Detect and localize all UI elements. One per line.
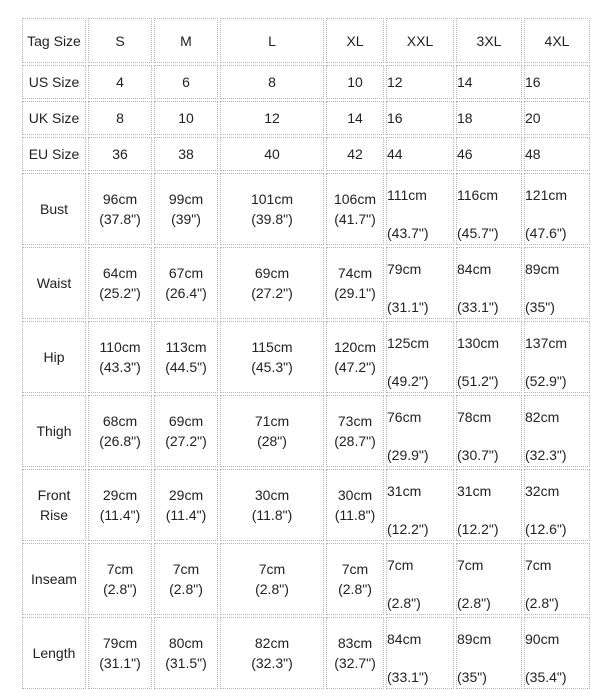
cm-value: 101cm [250,191,294,208]
inch-value: (51.2") [457,373,499,390]
measurement-cell [220,395,324,467]
inch-value: (31.5") [165,654,207,671]
measurement-row [22,173,590,245]
measurement-row [22,617,590,689]
measurement-cell [326,395,384,467]
measurement-cell [326,543,384,615]
measurement-row [22,321,590,393]
row-label: EU Size [22,137,86,171]
measurement-cell [326,321,384,393]
inch-value: (35") [457,668,487,685]
inch-value: (39") [171,211,201,228]
inch-value: (49.2") [387,373,429,390]
cm-value: 29cm [102,486,138,503]
cm-value: 74cm [337,265,373,282]
inch-value: (45.7") [457,225,499,242]
measurement-cell [88,469,152,541]
cm-value: 137cm [525,335,568,352]
cm-value: 113cm [165,339,207,356]
inch-value: (11.8") [251,506,293,523]
cm-value: 99cm [168,191,204,208]
inch-value: (26.4") [165,285,207,302]
measurement-cell [386,543,454,615]
value-cell: 18 [456,101,522,135]
cm-value: 7cm [457,556,484,573]
measurement-cell [154,395,218,467]
measurement-cell [456,173,522,245]
inch-value: (25.2") [99,285,141,302]
inch-value: (43.3") [99,359,141,376]
value-cell: 16 [524,65,590,99]
cm-value: 7cm [172,560,200,577]
cm-value: 84cm [457,261,492,278]
conversion-row [22,137,590,171]
cm-value: 79cm [102,634,138,651]
measurement-cell [456,321,522,393]
size-chart-table [20,16,592,691]
inch-value: (2.8") [169,580,203,597]
cm-value: 69cm [168,413,204,429]
cm-value: 31cm [387,482,422,499]
value-cell: 8 [220,65,324,99]
inch-value: (43.7") [387,225,429,242]
inch-value: (33.1") [387,668,429,685]
measurement-cell [456,395,522,467]
cm-value: 76cm [387,409,422,425]
inch-value: (2.8") [103,580,137,597]
row-label [22,617,86,689]
header-size-cell: S [88,18,152,63]
measurement-cell [220,247,324,319]
measurement-cell [386,395,454,467]
measurement-cell [220,617,324,689]
measurement-cell [524,173,590,245]
cm-value: 7cm [525,556,552,573]
value-cell: 14 [326,101,384,135]
value-cell: 8 [88,101,152,135]
inch-value: (32.3") [525,447,567,463]
measurement-cell [88,173,152,245]
cm-value: 31cm [457,482,492,499]
inch-value: (37.8") [99,211,141,228]
inch-value: (2.8") [525,594,559,611]
cm-value: 78cm [457,409,492,425]
cm-value: 82cm [525,409,560,425]
row-label-line: Front [37,486,71,503]
cm-value: 79cm [387,261,422,278]
value-cell: 14 [456,65,522,99]
value-cell: 42 [326,137,384,171]
cm-value: 121cm [525,187,568,204]
header-size-cell: XL [326,18,384,63]
inch-value: (29.1") [334,285,376,302]
inch-value: (41.7") [334,211,376,228]
cm-value: 90cm [525,630,560,647]
measurement-cell [88,543,152,615]
inch-value: (32.7") [334,654,376,671]
inch-value: (2.8") [387,594,421,611]
value-cell: 16 [386,101,454,135]
inch-value: (12.6") [525,520,567,537]
row-label [22,321,86,393]
cm-value: 89cm [457,630,492,647]
inch-value: (47.6") [525,225,567,242]
measurement-cell [326,617,384,689]
inch-value: (11.4") [99,506,141,523]
value-cell: 20 [524,101,590,135]
measurement-cell [88,617,152,689]
inch-value: (39.8") [251,211,293,228]
measurement-cell [220,321,324,393]
cm-value: 29cm [168,486,204,503]
measurement-cell [220,469,324,541]
value-cell: 44 [386,137,454,171]
cm-value: 64cm [102,265,138,282]
measurement-row [22,543,590,615]
measurement-cell [456,469,522,541]
inch-value: (2.8") [338,580,372,597]
row-label-line: Bust [39,201,68,218]
row-label-line: Hip [43,349,65,366]
measurement-cell [386,469,454,541]
inch-value: (35.4") [525,668,567,685]
value-cell: 6 [154,65,218,99]
cm-value: 82cm [254,634,290,651]
inch-value: (2.8") [255,580,289,597]
measurement-cell [386,321,454,393]
cm-value: 130cm [457,335,500,352]
inch-value: (12.2") [457,520,499,537]
measurement-cell [154,469,218,541]
header-row [22,18,590,63]
measurement-cell [456,247,522,319]
header-size-cell: XXL [386,18,454,63]
size-chart [20,16,588,691]
row-label-line: Thigh [36,423,72,439]
cm-value: 84cm [387,630,422,647]
inch-value: (12.2") [387,520,429,537]
cm-value: 69cm [254,265,290,282]
value-cell: 12 [220,101,324,135]
row-label-line: Length [32,644,76,661]
measurement-cell [326,173,384,245]
measurement-cell [154,617,218,689]
row-label [22,247,86,319]
inch-value: (35") [525,299,555,316]
row-label-line: Waist [36,275,72,292]
header-size-cell: 4XL [524,18,590,63]
inch-value: (28.7") [334,433,376,449]
cm-value: 7cm [258,560,286,577]
measurement-cell [154,321,218,393]
inch-value: (28") [257,433,287,449]
value-cell: 4 [88,65,152,99]
cm-value: 80cm [168,634,204,651]
measurement-row [22,395,590,467]
measurement-cell [524,395,590,467]
inch-value: (32.3") [251,654,293,671]
header-size-cell: M [154,18,218,63]
measurement-cell [456,543,522,615]
value-cell: 10 [154,101,218,135]
measurement-cell [154,247,218,319]
measurement-cell [524,469,590,541]
inch-value: (33.1") [457,299,499,316]
measurement-cell [386,617,454,689]
size-chart-body [22,18,590,689]
cm-value: 120cm [333,339,377,356]
measurement-cell [154,173,218,245]
cm-value: 111cm [387,187,427,204]
row-label [22,395,86,467]
value-cell: 38 [154,137,218,171]
inch-value: (31.1") [387,299,429,316]
cm-value: 89cm [525,261,560,278]
row-label-line: Rise [39,506,68,523]
row-label: UK Size [22,101,86,135]
cm-value: 30cm [337,486,373,503]
inch-value: (29.9") [387,447,429,463]
measurement-cell [524,543,590,615]
measurement-cell [386,173,454,245]
cm-value: 67cm [168,265,204,282]
header-size-cell: 3XL [456,18,522,63]
inch-value: (27.2") [251,285,293,302]
value-cell: 46 [456,137,522,171]
inch-value: (44.5") [165,359,207,376]
inch-value: (2.8") [457,594,491,611]
row-label [22,543,86,615]
value-cell: 12 [386,65,454,99]
row-label: US Size [22,65,86,99]
cm-value: 7cm [106,560,134,577]
measurement-row [22,469,590,541]
measurement-cell [524,321,590,393]
value-cell: 10 [326,65,384,99]
measurement-cell [220,173,324,245]
inch-value: (31.1") [99,654,141,671]
header-size-cell: L [220,18,324,63]
measurement-cell [154,543,218,615]
measurement-row [22,247,590,319]
cm-value: 106cm [333,191,377,208]
cm-value: 115cm [251,339,293,356]
inch-value: (47.2") [334,359,376,376]
row-label [22,469,86,541]
cm-value: 73cm [337,413,373,429]
inch-value: (11.4") [165,506,207,523]
cm-value: 7cm [387,556,414,573]
measurement-cell [456,617,522,689]
cm-value: 68cm [102,413,138,429]
cm-value: 7cm [341,560,369,577]
measurement-cell [88,247,152,319]
inch-value: (27.2") [165,433,207,449]
cm-value: 83cm [337,634,373,651]
cm-value: 30cm [254,486,290,503]
cm-value: 116cm [457,187,498,204]
measurement-cell [220,543,324,615]
cm-value: 71cm [254,413,290,429]
cm-value: 125cm [387,335,430,352]
row-label-line: Inseam [31,570,77,587]
row-label [22,173,86,245]
cm-value: 96cm [102,191,138,208]
inch-value: (11.8") [334,506,376,523]
value-cell: 48 [524,137,590,171]
measurement-cell [386,247,454,319]
measurement-cell [326,247,384,319]
header-label-cell: Tag Size [22,18,86,63]
inch-value: (52.9") [525,373,567,390]
cm-value: 110cm [99,339,141,356]
measurement-cell [524,247,590,319]
conversion-row [22,101,590,135]
value-cell: 40 [220,137,324,171]
inch-value: (45.3") [251,359,293,376]
measurement-cell [88,321,152,393]
cm-value: 32cm [525,482,560,499]
measurement-cell [326,469,384,541]
measurement-cell [88,395,152,467]
value-cell: 36 [88,137,152,171]
conversion-row [22,65,590,99]
inch-value: (26.8") [99,433,141,449]
inch-value: (30.7") [457,447,499,463]
measurement-cell [524,617,590,689]
